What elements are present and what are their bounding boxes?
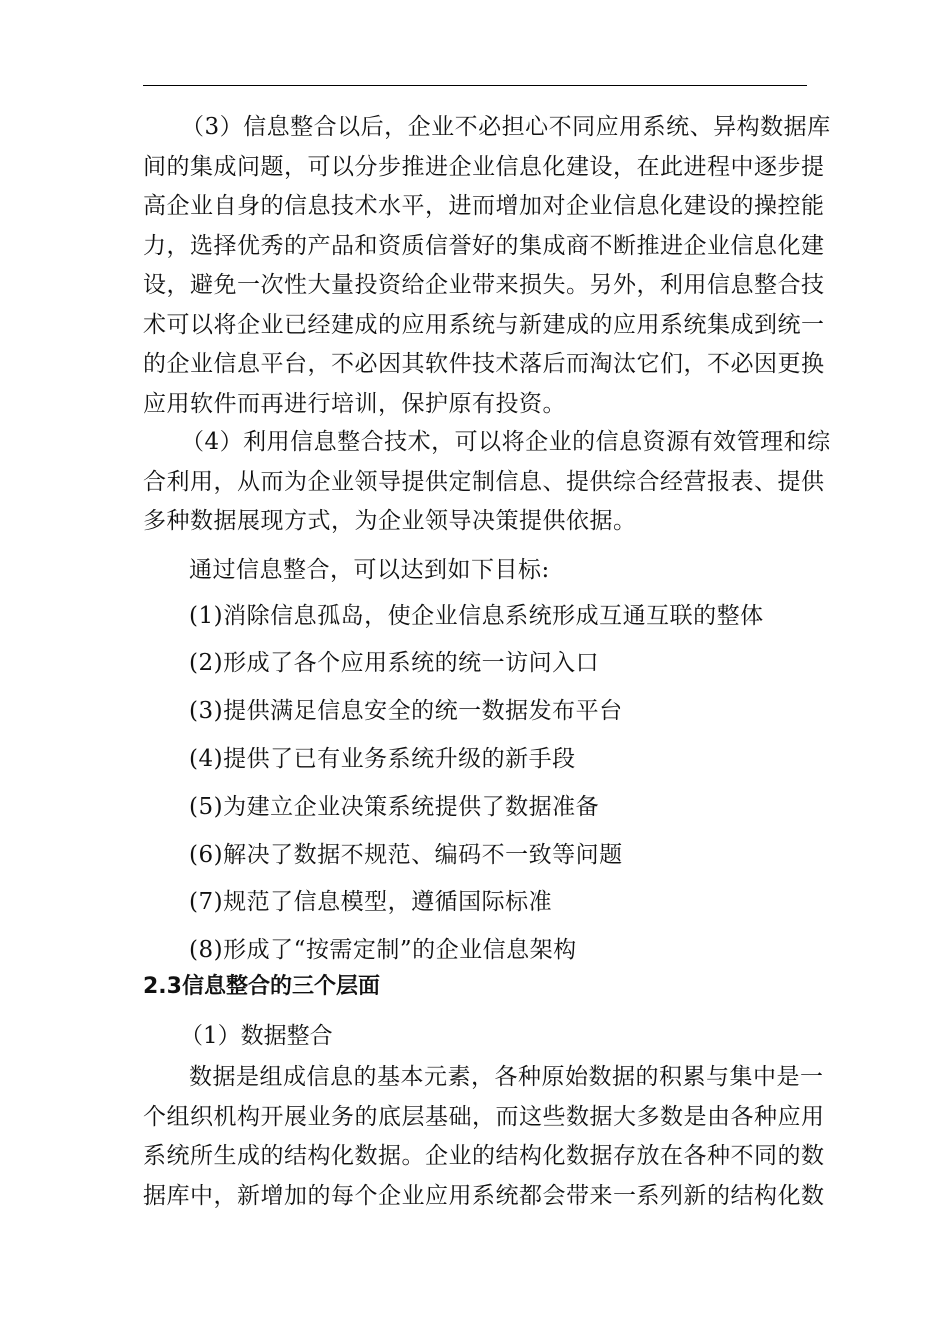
subsection-heading: （1）数据整合 [180,1023,333,1049]
paragraph-line: 合利用，从而为企业领导提供定制信息、提供综合经营报表、提供 [143,468,825,495]
paragraph-line: 个组织机构开展业务的底层基础，而这些数据大多数是由各种应用 [143,1103,825,1130]
paragraph-line: 设，避免一次性大量投资给企业带来损失。另外，利用信息整合技 [143,272,825,298]
paragraph-line: 的企业信息平台，不必因其软件技术落后而淘汰它们，不必因更换 [143,351,825,377]
paragraph-line: 多种数据展现方式，为企业领导决策提供依据。 [143,508,637,534]
goal-item: (4)提供了已有业务系统升级的新手段 [189,746,576,772]
goal-item: (5)为建立企业决策系统提供了数据准备 [189,794,600,820]
goals-intro: 通过信息整合，可以达到如下目标: [189,557,550,583]
paragraph-line: （3）信息整合以后，企业不必担心不同应用系统、异构数据库 [181,114,831,140]
paragraph-line: 系统所生成的结构化数据。企业的结构化数据存放在各种不同的数 [143,1143,825,1169]
goal-item: (3)提供满足信息安全的统一数据发布平台 [189,698,623,724]
paragraph-3 [143,108,831,424]
paragraph-line: 力，选择优秀的产品和资质信誉好的集成商不断推进企业信息化建 [143,232,825,259]
paragraph-line: 应用软件而再进行培训，保护原有投资。 [143,390,566,417]
goal-item: (8)形成了“按需定制”的企业信息架构 [189,937,577,963]
paragraph-4 [143,423,831,542]
goal-item: (1)消除信息孤岛，使企业信息系统形成互通互联的整体 [189,603,764,629]
goal-item: (7)规范了信息模型，遵循国际标准 [189,889,553,915]
paragraph-line: 术可以将企业已经建成的应用系统与新建成的应用系统集成到统一 [143,311,825,338]
paragraph-line: 数据是组成信息的基本元素，各种原始数据的积累与集中是一 [189,1064,824,1090]
section-heading: 2.3信息整合的三个层面 [143,974,380,999]
paragraph-line: 高企业自身的信息技术水平，进而增加对企业信息化建设的操控能 [143,193,825,219]
data-integration-paragraph [143,1058,825,1216]
goal-item: (2)形成了各个应用系统的统一访问入口 [189,650,600,676]
goal-item: (6)解决了数据不规范、编码不一致等问题 [189,842,623,868]
paragraph-line: （4）利用信息整合技术，可以将企业的信息资源有效管理和综 [181,429,831,455]
paragraph-line: 间的集成问题，可以分步推进企业信息化建设，在此进程中逐步提 [143,153,825,180]
header-rule [143,85,807,86]
paragraph-line: 据库中，新增加的每个企业应用系统都会带来一系列新的结构化数 [143,1182,825,1209]
